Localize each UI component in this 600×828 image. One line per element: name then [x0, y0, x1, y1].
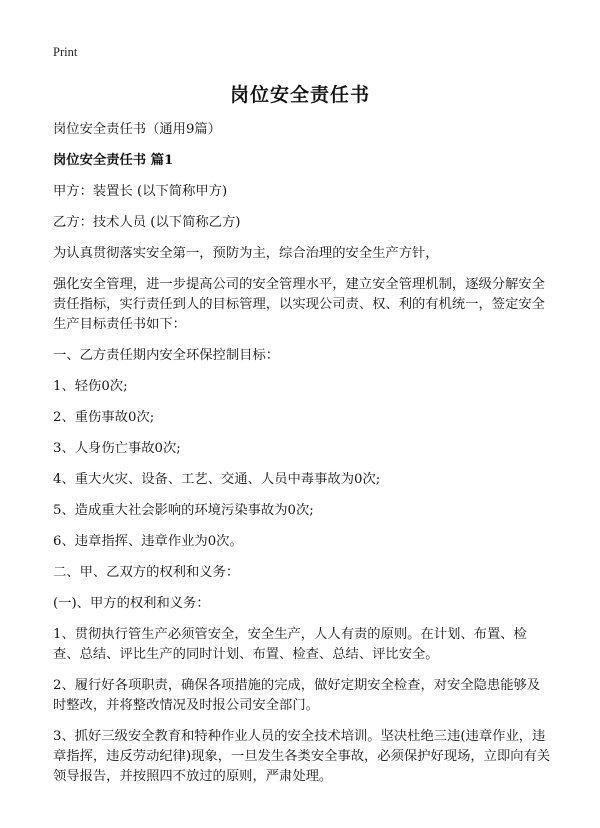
target-item: 1、轻伤0次; — [53, 379, 128, 394]
duty-item: 2、履行好各项职责，确保各项措施的完成，做好定期安全检查，对安全隐患能够及时整改，并将整改情况及时报公司安全部门。 — [53, 678, 541, 713]
document-body — [53, 120, 553, 798]
document-title: 岗位安全责任书 — [229, 84, 370, 106]
target-item: 6、违章指挥、违章作业为0次。 — [53, 534, 243, 549]
subtitle-paragraph: 岗位安全责任书（通用9篇） — [53, 122, 222, 137]
target-item: 4、重大火灾、设备、工艺、交通、人员中毒事故为0次; — [53, 472, 381, 487]
duty-item: 1、贯彻执行管生产必须管安全，安全生产，人人有责的原则。在计划、布置、检查、总结、评比生产的同时计划、布置、检查、总结、评比安全。 — [53, 627, 527, 662]
section-heading: 岗位安全责任书 篇1 — [53, 153, 174, 168]
target-item: 3、人身伤亡事故0次; — [53, 441, 181, 456]
rights-heading: 二、甲、乙双方的权利和义务： — [53, 565, 240, 580]
purpose-paragraph: 强化安全管理，进一步提高公司的安全管理水平，建立安全管理机制，逐级分解安全责任指标，实行责任到人的目标管理，以实现公司责、权、利的有机统一，签定安全生产目标责任书如下： — [53, 277, 545, 332]
party-a-rights-heading: (一)、甲方的权利和义务： — [53, 596, 210, 611]
intro-paragraph: 为认真贯彻落实安全第一，预防为主，综合治理的安全生产方针， — [53, 246, 439, 261]
target-item: 2、重伤事故0次; — [53, 410, 155, 425]
targets-heading: 一、乙方责任期内安全环保控制目标： — [53, 348, 280, 363]
print-label: Print — [53, 45, 78, 59]
party-b-paragraph: 乙方：技术人员 (以下简称乙方) — [53, 215, 241, 230]
duty-item: 3、抓好三级安全教育和特种作业人员的安全技术培训。坚决杜绝三违(违章作业，违章指挥，违反劳动纪律)现象，一旦发生各类安全事故，必须保护好现场，立即向有关领导报告，并按照四不放过的原则，严肃处理。 — [53, 729, 551, 784]
party-a-paragraph: 甲方：装置长 (以下简称甲方) — [53, 184, 228, 199]
target-item: 5、造成重大社会影响的环境污染事故为0次; — [53, 503, 314, 518]
